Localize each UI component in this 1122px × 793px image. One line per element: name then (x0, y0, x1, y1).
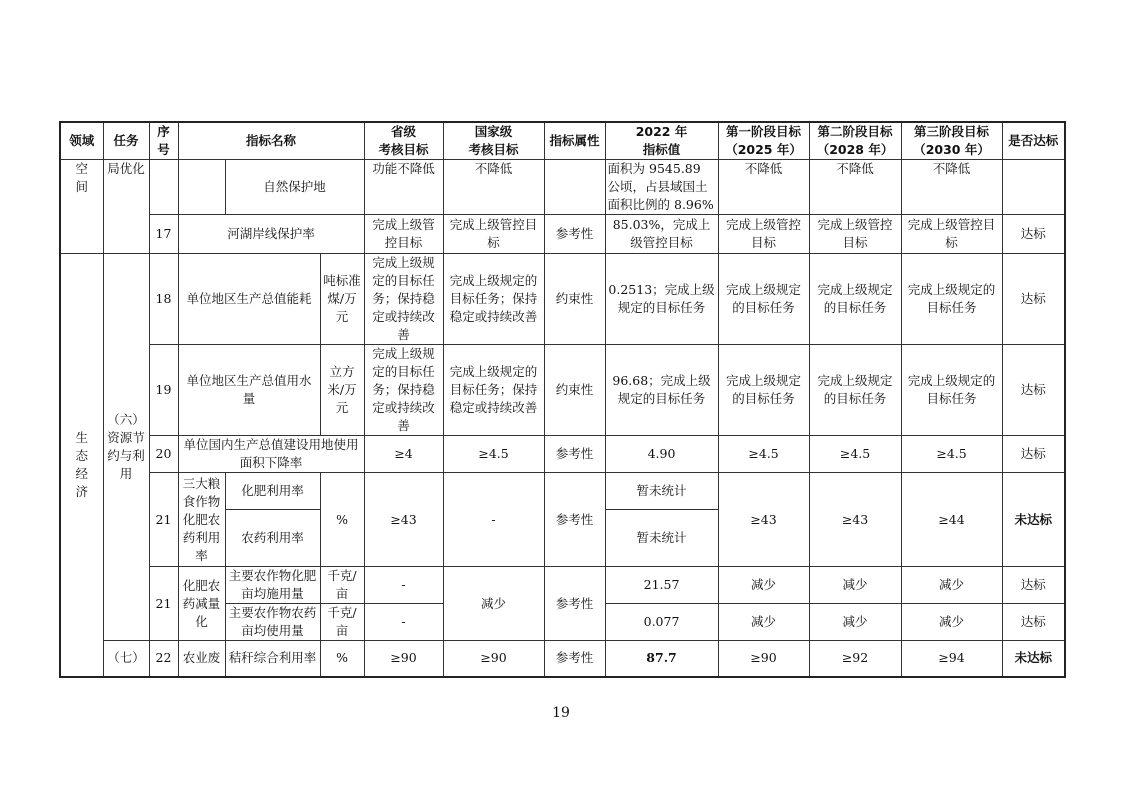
reached-cell: 达标 (1002, 254, 1065, 345)
province-cell: ≥90 (364, 641, 443, 677)
value-cell: 暂未统计 (605, 473, 718, 510)
province-cell: 完成上级规定的目标任务；保持稳定或持续改善 (364, 345, 443, 436)
national-cell: ≥90 (443, 641, 544, 677)
page-number: 19 (552, 705, 570, 721)
header-province: 省级 考核目标 (364, 122, 443, 160)
group-cell-empty (178, 160, 225, 215)
table-row (60, 436, 1065, 473)
province-cell: - (364, 604, 443, 641)
sub-indicator-cell: 化肥利用率 (225, 473, 320, 510)
value-cell: 4.90 (605, 436, 718, 473)
header-seq: 序号 (149, 122, 178, 160)
reached-cell: 达标 (1002, 345, 1065, 436)
indicator-cell: 自然保护地 (225, 160, 364, 215)
value-cell: 21.57 (605, 567, 718, 604)
header-national: 国家级 考核目标 (443, 122, 544, 160)
sub-indicator-cell: 主要农作物化肥亩均施用量 (225, 567, 320, 604)
indicator-cell: 河湖岸线保护率 (178, 215, 364, 254)
attr-cell: 参考性 (544, 641, 605, 677)
table-row (60, 567, 1065, 604)
stage1-cell: 减少 (718, 567, 809, 604)
seq-cell: 21 (149, 473, 178, 567)
province-cell: - (364, 567, 443, 604)
stage3-cell: 完成上级管控目标 (901, 215, 1002, 254)
attr-cell-empty (544, 160, 605, 215)
seq-cell: 22 (149, 641, 178, 677)
national-cell: ≥4.5 (443, 436, 544, 473)
task-cell: （六）资源节约与利用 (103, 254, 149, 641)
reached-cell: 达标 (1002, 215, 1065, 254)
reached-cell: 未达标 (1002, 641, 1065, 677)
attr-cell: 参考性 (544, 473, 605, 567)
stage2-cell: 完成上级管控目标 (809, 215, 901, 254)
header-attr: 指标属性 (544, 122, 605, 160)
national-cell: 减少 (443, 567, 544, 641)
group-cell: 化肥农药减量化 (178, 567, 225, 641)
stage2-cell: 完成上级规定的目标任务 (809, 345, 901, 436)
stage2-cell: 减少 (809, 604, 901, 641)
attr-cell: 约束性 (544, 254, 605, 345)
header-stage3: 第三阶段目标 （2030 年） (901, 122, 1002, 160)
national-cell: 完成上级规定的目标任务；保持稳定或持续改善 (443, 254, 544, 345)
attr-cell: 参考性 (544, 567, 605, 641)
reached-cell: 未达标 (1002, 473, 1065, 567)
reached-cell: 达标 (1002, 604, 1065, 641)
national-cell: 完成上级管控目标 (443, 215, 544, 254)
province-cell: 功能不降低 (364, 160, 443, 215)
indicator-table (59, 121, 1066, 678)
national-cell: 不降低 (443, 160, 544, 215)
header-domain: 领域 (60, 122, 103, 160)
unit-cell: 千克/亩 (320, 567, 364, 604)
header-reached: 是否达标 (1002, 122, 1065, 160)
header-value2022: 2022 年 指标值 (605, 122, 718, 160)
stage2-cell: ≥4.5 (809, 436, 901, 473)
seq-cell: 19 (149, 345, 178, 436)
stage3-cell: 不降低 (901, 160, 1002, 215)
indicator-cell: 秸秆综合利用率 (225, 641, 320, 677)
table-row (60, 160, 1065, 215)
stage1-cell: 完成上级规定的目标任务 (718, 345, 809, 436)
stage2-cell: 完成上级规定的目标任务 (809, 254, 901, 345)
reached-cell: 达标 (1002, 567, 1065, 604)
stage1-cell: ≥90 (718, 641, 809, 677)
sub-indicator-cell: 主要农作物农药亩均使用量 (225, 604, 320, 641)
value-cell: 96.68；完成上级规定的目标任务 (605, 345, 718, 436)
attr-cell: 参考性 (544, 436, 605, 473)
header-stage2: 第二阶段目标 （2028 年） (809, 122, 901, 160)
stage1-cell: 完成上级规定的目标任务 (718, 254, 809, 345)
seq-cell: 20 (149, 436, 178, 473)
stage2-cell: ≥92 (809, 641, 901, 677)
unit-cell: % (320, 473, 364, 567)
seq-cell: 18 (149, 254, 178, 345)
seq-cell: 17 (149, 215, 178, 254)
unit-cell: 吨标准煤/万元 (320, 254, 364, 345)
sub-indicator-cell: 农药利用率 (225, 510, 320, 567)
unit-cell: 立方米/万元 (320, 345, 364, 436)
value-cell: 0.077 (605, 604, 718, 641)
stage3-cell: ≥94 (901, 641, 1002, 677)
table-row (60, 215, 1065, 254)
stage3-cell: ≥4.5 (901, 436, 1002, 473)
stage2-cell: 不降低 (809, 160, 901, 215)
value-cell: 0.2513；完成上级规定的目标任务 (605, 254, 718, 345)
stage1-cell: ≥4.5 (718, 436, 809, 473)
header-stage1: 第一阶段目标 （2025 年） (718, 122, 809, 160)
value-cell: 面积为 9545.89 公顷，占县域国土面积比例的 8.96% (605, 160, 718, 215)
group-cell: 三大粮食作物化肥农药利用率 (178, 473, 225, 567)
table-row (60, 641, 1065, 677)
table-row (60, 345, 1065, 436)
domain-cell: 生 态 经 济 (60, 254, 103, 677)
header-indicator: 指标名称 (178, 122, 364, 160)
province-cell: 完成上级管控目标 (364, 215, 443, 254)
indicator-cell: 单位地区生产总值能耗 (178, 254, 320, 345)
indicator-cell: 单位国内生产总值建设用地使用面积下降率 (178, 436, 364, 473)
task-cell: （七） (103, 641, 149, 677)
value-cell: 87.7 (605, 641, 718, 677)
value-cell: 85.03%，完成上级管控目标 (605, 215, 718, 254)
seq-cell-empty (149, 160, 178, 215)
attr-cell: 参考性 (544, 215, 605, 254)
province-cell: ≥43 (364, 473, 443, 567)
stage3-cell: 完成上级规定的目标任务 (901, 345, 1002, 436)
unit-cell: % (320, 641, 364, 677)
indicator-cell: 单位地区生产总值用水量 (178, 345, 320, 436)
header-task: 任务 (103, 122, 149, 160)
stage3-cell: ≥44 (901, 473, 1002, 567)
stage2-cell: ≥43 (809, 473, 901, 567)
stage1-cell: 减少 (718, 604, 809, 641)
table-row (60, 254, 1065, 345)
unit-cell: 千克/亩 (320, 604, 364, 641)
reached-cell-empty (1002, 160, 1065, 215)
stage3-cell: 完成上级规定的目标任务 (901, 254, 1002, 345)
stage3-cell: 减少 (901, 567, 1002, 604)
attr-cell: 约束性 (544, 345, 605, 436)
stage2-cell: 减少 (809, 567, 901, 604)
task-cell: 局优化 (103, 160, 149, 254)
reached-cell: 达标 (1002, 436, 1065, 473)
stage3-cell: 减少 (901, 604, 1002, 641)
group-cell: 农业废 (178, 641, 225, 677)
national-cell: - (443, 473, 544, 567)
header-row (60, 122, 1065, 160)
domain-cell: 空 间 (60, 160, 103, 254)
stage1-cell: 不降低 (718, 160, 809, 215)
seq-cell: 21 (149, 567, 178, 641)
table-row (60, 473, 1065, 510)
stage1-cell: 完成上级管控目标 (718, 215, 809, 254)
province-cell: ≥4 (364, 436, 443, 473)
value-cell: 暂未统计 (605, 510, 718, 567)
province-cell: 完成上级规定的目标任务；保持稳定或持续改善 (364, 254, 443, 345)
national-cell: 完成上级规定的目标任务；保持稳定或持续改善 (443, 345, 544, 436)
stage1-cell: ≥43 (718, 473, 809, 567)
